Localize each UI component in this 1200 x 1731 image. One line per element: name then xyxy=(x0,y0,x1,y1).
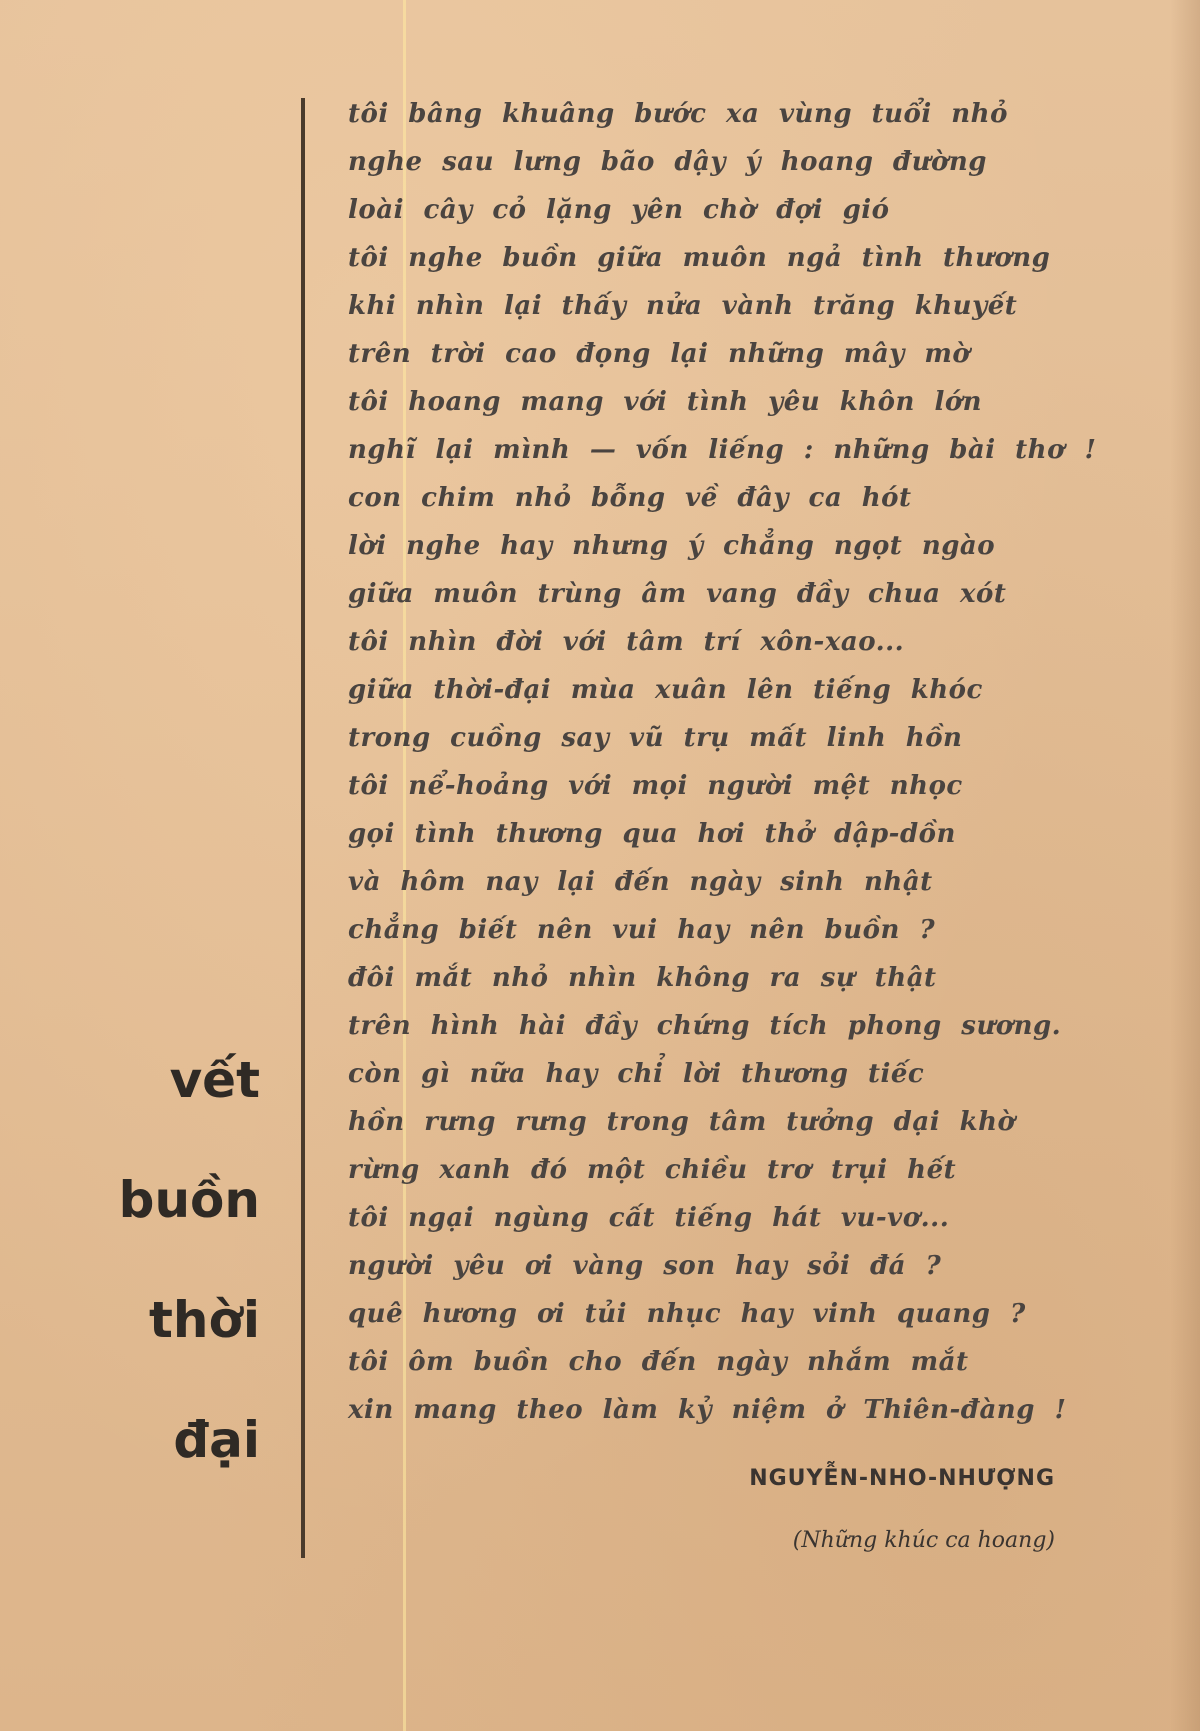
author-name: NGUYỄN-NHO-NHƯỢNG xyxy=(749,1466,1055,1491)
poem-line: khi nhìn lại thấy nửa vành trăng khuyết xyxy=(348,291,1018,321)
title-line: đại xyxy=(173,1411,260,1469)
title-line: buồn xyxy=(118,1171,260,1229)
poem-line: trong cuồng say vũ trụ mất linh hồn xyxy=(348,723,963,753)
poem-line: còn gì nữa hay chỉ lời thương tiếc xyxy=(348,1059,925,1089)
poem-line: nghĩ lại mình — vốn liếng : những bài thơ ! xyxy=(348,435,1097,465)
poem-line: nghe sau lưng bão dậy ý hoang đường xyxy=(348,147,987,177)
poem-source: (Những khúc ca hoang) xyxy=(792,1528,1055,1553)
paper-edge-shadow xyxy=(1170,0,1200,1731)
poem-line: tôi nghe buồn giữa muôn ngả tình thương xyxy=(348,243,1051,273)
poem-line: giữa thời-đại mùa xuân lên tiếng khóc xyxy=(348,675,983,705)
poem-line: trên trời cao đọng lại những mây mờ xyxy=(348,339,971,369)
poem-line: tôi hoang mang với tình yêu khôn lớn xyxy=(348,387,983,417)
poem-title xyxy=(60,1050,260,1530)
poem-line: rừng xanh đó một chiều trơ trụi hết xyxy=(348,1155,957,1185)
poem-line: tôi ngại ngùng cất tiếng hát vu-vơ... xyxy=(348,1203,950,1233)
poem-line: tôi nhìn đời với tâm trí xôn-xao... xyxy=(348,627,905,657)
vertical-rule xyxy=(301,98,305,1558)
poem-line: giữa muôn trùng âm vang đầy chua xót xyxy=(348,579,1007,609)
poem-line: đôi mắt nhỏ nhìn không ra sự thật xyxy=(348,963,937,993)
poem-line: và hôm nay lại đến ngày sinh nhật xyxy=(348,867,933,897)
poem-line: chẳng biết nên vui hay nên buồn ? xyxy=(348,915,936,945)
poem-line: tôi bâng khuâng bước xa vùng tuổi nhỏ xyxy=(348,99,1008,129)
poem-line: người yêu ơi vàng son hay sỏi đá ? xyxy=(348,1251,942,1281)
poem-body xyxy=(348,90,1097,1434)
poem-line: xin mang theo làm kỷ niệm ở Thiên-đàng ! xyxy=(348,1395,1067,1425)
poem-line: tôi ôm buồn cho đến ngày nhắm mắt xyxy=(348,1347,969,1377)
poem-line: con chim nhỏ bỗng về đây ca hót xyxy=(348,483,912,513)
poem-line: loài cây cỏ lặng yên chờ đợi gió xyxy=(348,195,890,225)
title-line: thời xyxy=(149,1291,260,1349)
title-line: vết xyxy=(169,1051,260,1109)
poem-line: lời nghe hay nhưng ý chẳng ngọt ngào xyxy=(348,531,996,561)
poem-line: trên hình hài đầy chứng tích phong sương. xyxy=(348,1011,1062,1041)
poem-line: gọi tình thương qua hơi thở dập-dồn xyxy=(348,819,956,849)
poem-line: quê hương ơi tủi nhục hay vinh quang ? xyxy=(348,1299,1026,1329)
poem-line: hồn rưng rưng trong tâm tưởng dại khờ xyxy=(348,1107,1016,1137)
poem-line: tôi nể-hoảng với mọi người mệt nhọc xyxy=(348,771,963,801)
